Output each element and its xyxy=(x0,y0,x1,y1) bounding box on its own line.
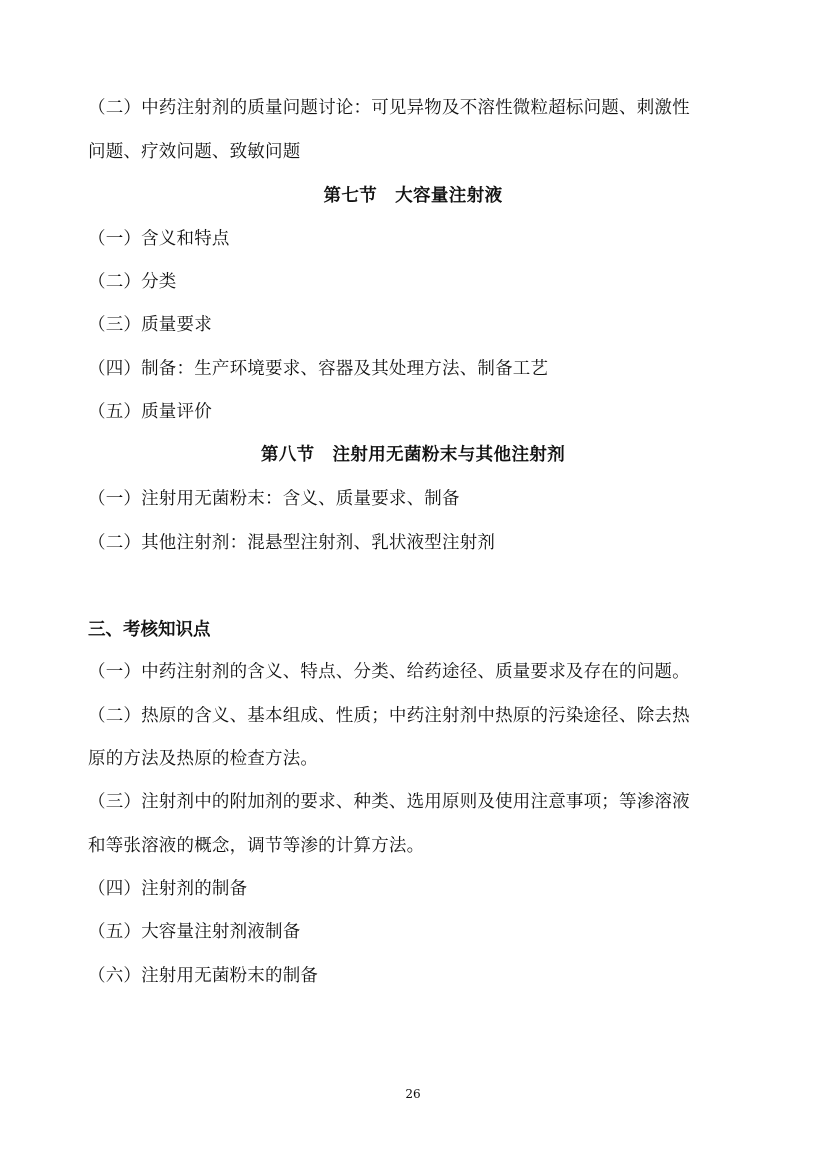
assessment-line-4: （三）注射剂中的附加剂的要求、种类、选用原则及使用注意事项；等渗溶液 xyxy=(88,792,690,812)
page-number: 26 xyxy=(405,1087,421,1101)
assessment-line-7: （五）大容量注射剂液制备 xyxy=(88,922,301,942)
intro-line-2: 问题、疗效问题、致敏问题 xyxy=(88,142,301,162)
section-8-item-1: （一）注射用无菌粉末：含义、质量要求、制备 xyxy=(88,489,460,509)
section-7-item-5: （五）质量评价 xyxy=(88,402,212,422)
assessment-line-5: 和等张溶液的概念，调节等渗的计算方法。 xyxy=(88,836,425,856)
intro-line-1: （二）中药注射剂的质量问题讨论：可见异物及不溶性微粒超标问题、刺激性 xyxy=(88,98,690,118)
section-7-heading: 第七节 大容量注射液 xyxy=(323,186,503,206)
assessment-line-2: （二）热原的含义、基本组成、性质；中药注射剂中热原的污染途径、除去热 xyxy=(88,706,690,726)
assessment-heading: 三、考核知识点 xyxy=(88,620,211,640)
assessment-line-1: （一）中药注射剂的含义、特点、分类、给药途径、质量要求及存在的问题。 xyxy=(88,662,690,682)
assessment-line-6: （四）注射剂的制备 xyxy=(88,879,248,899)
assessment-line-3: 原的方法及热原的检查方法。 xyxy=(88,749,319,769)
section-7-item-3: （三）质量要求 xyxy=(88,315,212,335)
section-8-heading: 第八节 注射用无菌粉末与其他注射剂 xyxy=(260,445,566,465)
section-8-item-2: （二）其他注射剂：混悬型注射剂、乳状液型注射剂 xyxy=(88,533,496,553)
section-7-item-2: （二）分类 xyxy=(88,272,177,292)
assessment-line-8: （六）注射用无菌粉末的制备 xyxy=(88,966,319,986)
section-7-item-1: （一）含义和特点 xyxy=(88,229,230,249)
section-7-item-4: （四）制备：生产环境要求、容器及其处理方法、制备工艺 xyxy=(88,359,549,379)
